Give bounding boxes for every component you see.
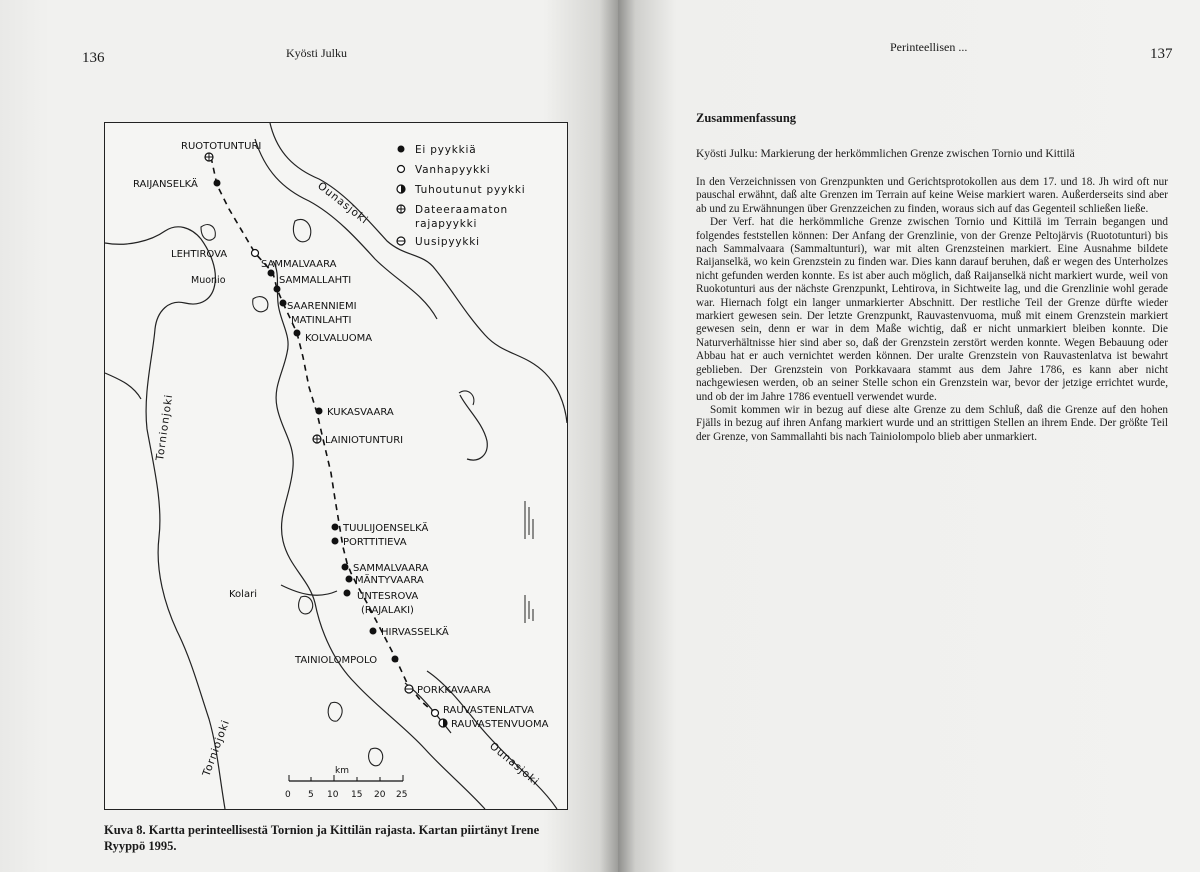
tributary-west [105, 373, 141, 399]
marker-porkkavaara [405, 685, 413, 693]
marker-sammalvaara2 [342, 564, 349, 571]
paragraph-2: Der Verf. hat die herkömmliche Grenze zwischen Tornio und Kittilä im Terrain begangen und folgendes feststellen können: Der Anfang der Grenzlinie, von der Grenze Peltojärvis (Ruototunturi) bis nach Sammalvaara (Sammaltunturi), war mit alten Grenzsteinen markiert. Eine Ausnahme bildete Raijanselkä, wo kein Grenzstein zu finden war. Dies kann darauf beruhen, daß er wegen des Unterholzes nicht gefunden werden konnte. Es ist aber auch möglich, daß Raijanselkä nicht markiert wurde, weil von Ruokotunturi aus der nächste Grenzpunkt, Lehtirova, in Sichtweite lag, und die Grenzlinie wohl gerade war. Hiernach folgt ein langer unmarkierter Abschnitt. Der restliche Teil der Grenze dürfte wieder markiert gewesen sein. Der letzte Grenzpunkt, Rauvastenvuoma, muß mit einem Grenzstein markiert gewesen sein, denn er war in dem Maße wichtig, daß er nicht unmarkiert bleiben konnte. Die Naturverhältnisse hier sind aber so, daß der Grenzstein zerstört werden konnte. Wegen Bebauung oder Abbau hat er auch vernichtet werden können. Der uralte Grenzstein von Rauvastenlatva ist bewahrt geblieben. Der Grenzstein von Porkkavaara stammt aus dem Jahre 1786, es kann aber nicht nachgewiesen werden, ob an seiner Stelle schon ein Grenzstein war, bevor der jetzige errichtet wurde, und ob der im Jahre 1786 eventuell verwendet wurde. [696, 216, 1168, 403]
map-drawing [105, 123, 567, 809]
label-kolvaluoma: KOLVALUOMA [305, 333, 373, 344]
scale-tick-5: 25 [396, 790, 408, 800]
marker-saarenniemi [274, 286, 281, 293]
running-head-left: Kyösti Julku [286, 46, 348, 60]
label-ounasjoki-top: Ounasjoki [315, 179, 371, 227]
legend-half-circle [397, 185, 405, 193]
scale-tick-3: 15 [351, 790, 363, 800]
label-kolari: Kolari [229, 589, 257, 600]
label-sammalvaara1: SAMMALVAARA [261, 259, 337, 270]
legend-text-0: Ei pyykkiä [415, 144, 477, 156]
label-untesrova: UNTESROVA [357, 591, 419, 602]
lake-6 [369, 748, 383, 766]
marker-mantyvaara [346, 576, 353, 583]
scale-bar [285, 766, 407, 800]
label-raijanselka: RAIJANSELKÄ [133, 179, 198, 190]
lake-4 [299, 596, 313, 614]
marker-raijanselka [214, 180, 221, 187]
label-ounasjoki-bottom: Ounasjoki [487, 740, 542, 789]
marker-matinlahti [280, 300, 287, 307]
marker-untesrova [344, 590, 351, 597]
label-saarenniemi: SAARENNIEMI [287, 301, 357, 312]
label-tornionjoki: Tornionjoki [154, 393, 176, 462]
legend-text-2: Tuhoutunut pyykki [415, 184, 526, 196]
label-lehtirova: LEHTIROVA [171, 249, 228, 260]
legend-text-4: rajapyykki [415, 218, 478, 230]
marker-sammalvaara1 [252, 250, 259, 257]
marker-ruototunturi [205, 153, 213, 161]
north-marks [525, 501, 533, 623]
lake-2 [293, 219, 310, 241]
scale-tick-2: 10 [327, 790, 339, 800]
legend-open-circle [398, 166, 405, 173]
paragraph-1: In den Verzeichnissen von Grenzpunkten und Gerichtsprotokollen aus dem 17. und 18. Jh wird oft nur pauschal erwähnt, daß alte Grenzen im Terrain auf keine Weise markiert waren. Außerderseits sind aber ab und zu Erwähnungen über Grenzzeichen zu finden, woraus sich auf das Gegenteil schließen ließe. [696, 176, 1168, 215]
marker-sammallahti [268, 270, 275, 277]
legend-text-3: Dateeraamaton [415, 204, 509, 216]
boundary-map [104, 122, 568, 810]
label-kukasvaara: KUKASVAARA [327, 407, 394, 418]
summary-body [696, 176, 1168, 444]
place-labels [133, 141, 549, 788]
label-rauvastenvuoma: RAUVASTENVUOMA [451, 719, 549, 730]
marker-tainiolompolo [392, 656, 399, 663]
label-tuulijoenselka: TUULIJOENSELKÄ [343, 523, 429, 534]
legend-cross-circle [397, 205, 405, 213]
section-title: Zusammenfassung [696, 111, 797, 125]
right-page [618, 0, 1200, 872]
scale-tick-4: 20 [374, 790, 386, 800]
lake-1 [201, 225, 215, 241]
label-porttitieva: PORTTITIEVA [343, 537, 407, 548]
label-ruototunturi: RUOTOTUNTURI [181, 141, 262, 152]
marker-rauvastenlatva [432, 710, 439, 717]
marker-tuulijoenselka [332, 524, 339, 531]
paragraph-3: Somit kommen wir in bezug auf diese alte Grenze zu dem Schluß, daß die Grenze auf den hohen Fjälls in bezug auf ihren Anfang markiert wurde und an strittigen Stellen an ihrem Ende. Der größte Teil der Grenze, von Sammallahti bis nach Tainiolompolo blieb aber unmarkiert. [696, 403, 1168, 443]
label-sammalvaara2: SAMMALVAARA [353, 563, 429, 574]
label-rauvastenlatva: RAUVASTENLATVA [443, 705, 535, 716]
label-mantyvaara: MÄNTYVAARA [355, 575, 424, 586]
label-torniojoki: Torniojoki [200, 717, 233, 779]
label-sammallahti: SAMMALLAHTI [279, 275, 352, 286]
marker-hirvasselka [370, 628, 377, 635]
scale-tick-1: 5 [308, 790, 314, 800]
scale-unit: km [335, 766, 349, 776]
marker-porttitieva [332, 538, 339, 545]
tornionjoki-west-bank [105, 227, 228, 809]
label-muonio: Muonio [191, 275, 226, 286]
map-legend [397, 144, 526, 248]
label-matinlahti: MATINLAHTI [291, 315, 352, 326]
lake-5 [328, 702, 342, 721]
label-lainiotunturi: LAINIOTUNTURI [325, 435, 404, 446]
figure-caption: Kuva 8. Kartta perinteellisestä Tornion ja Kittilän rajasta. Kartan piirtänyt Irene Ryyppö 1995. [104, 823, 540, 853]
legend-minus-circle [397, 237, 405, 245]
legend-text-5: Uusipyykki [415, 236, 480, 248]
lake-3 [253, 297, 268, 312]
label-hirvasselka: HIRVASSELKÄ [381, 627, 449, 638]
page-number-left: 136 [82, 50, 105, 66]
label-rajalaki: (RAJALAKI) [361, 605, 414, 616]
scale-tick-0: 0 [285, 790, 291, 800]
marker-kukasvaara [316, 408, 323, 415]
label-tainiolompolo: TAINIOLOMPOLO [295, 655, 378, 666]
legend-text-1: Vanhapyykki [415, 164, 491, 176]
river-branch-kolari [281, 585, 337, 595]
ounasjoki-lower-bank [255, 139, 437, 319]
marker-lainiotunturi [313, 435, 321, 443]
running-head-right: Perinteellisen ... [890, 40, 968, 54]
label-porkkavaara: PORKKAVAARA [417, 685, 491, 696]
marker-kolvaluoma [294, 330, 301, 337]
marker-rauvastenvuoma [439, 719, 447, 727]
legend-filled-circle [398, 146, 405, 153]
page-number-right: 137 [1150, 46, 1173, 62]
summary-subtitle: Kyösti Julku: Markierung der herkömmlichen Grenze zwischen Tornio und Kittilä [696, 148, 1075, 160]
